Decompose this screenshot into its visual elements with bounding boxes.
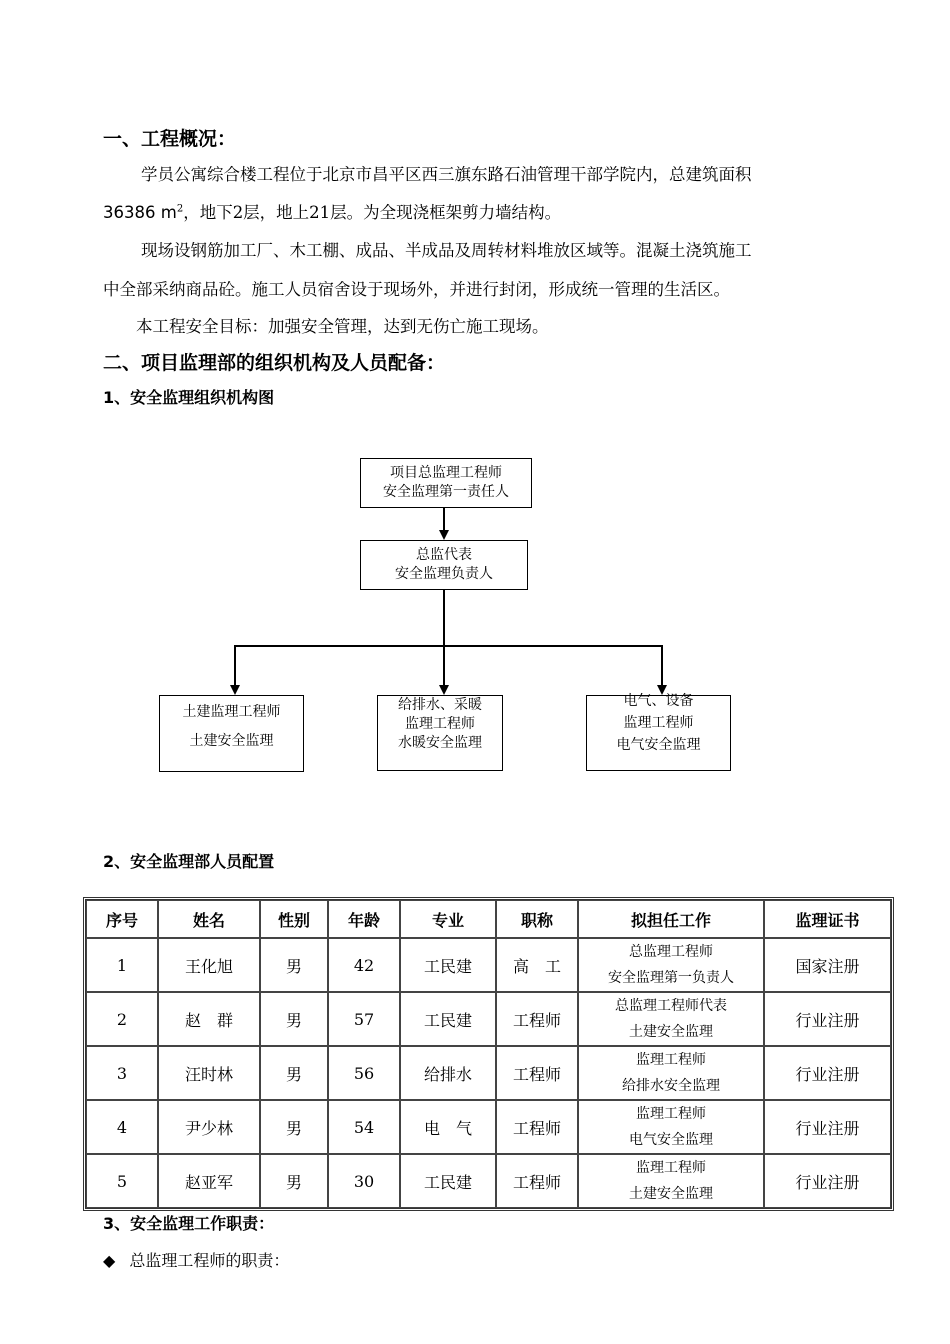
subheading-org-chart: 1、安全监理组织机构图 <box>103 388 275 407</box>
table-row <box>86 1046 891 1100</box>
col-header: 姓名 <box>158 900 260 938</box>
section2-heading: 二、项目监理部的组织机构及人员配备： <box>103 352 446 374</box>
duty-line1: 监理工程师 <box>636 1106 706 1122</box>
cell-gender: 男 <box>260 1100 328 1154</box>
table-row <box>86 1100 891 1154</box>
cell-age: 42 <box>328 938 400 992</box>
cell-gender: 男 <box>260 938 328 992</box>
para2-line2: 中全部采纳商品砼。施工人员宿舍设于现场外，并进行封闭，形成统一管理的生活区。 <box>103 280 730 299</box>
connector <box>443 590 445 646</box>
org-deputy-line2: 安全监理负责人 <box>395 566 493 582</box>
cell-cert: 国家注册 <box>764 938 891 992</box>
cell-age: 56 <box>328 1046 400 1100</box>
connector <box>443 508 445 530</box>
diamond-bullet-icon: ◆ <box>103 1251 116 1270</box>
para2-line1: 现场设钢筋加工厂、木工棚、成品、半成品及周转材料堆放区域等。混凝土浇筑施工 <box>141 241 752 260</box>
col-header: 年龄 <box>328 900 400 938</box>
col-header: 职称 <box>496 900 578 938</box>
cell-title: 工程师 <box>496 1046 578 1100</box>
para1-line1: 学员公寓综合楼工程位于北京市昌平区西三旗东路石油管理干部学院内，总建筑面积 <box>141 165 752 184</box>
org-box-electrical <box>586 695 731 771</box>
org-electrical-line1: 电气、设备 <box>623 693 694 709</box>
para1-line2 <box>103 199 561 223</box>
duty-line2: 土建安全监理 <box>629 1024 713 1040</box>
cell-name: 赵 群 <box>158 992 260 1046</box>
para1-line2-rest: ，地下2层，地上21层。为全现浇框架剪力墙结构。 <box>183 203 562 222</box>
arrow-down <box>439 530 449 540</box>
duty-line2: 土建安全监理 <box>629 1186 713 1202</box>
bullet-text: 总监理工程师的职责： <box>129 1251 290 1270</box>
table-row <box>86 1154 891 1208</box>
col-header: 监理证书 <box>764 900 891 938</box>
col-header: 性别 <box>260 900 328 938</box>
cell-duty <box>578 1046 764 1100</box>
cell-title: 工程师 <box>496 992 578 1046</box>
org-plumbing-line2: 监理工程师 <box>405 716 475 732</box>
para3: 本工程安全目标：加强安全管理，达到无伤亡施工现场。 <box>136 317 549 336</box>
duty-line1: 监理工程师 <box>636 1160 706 1176</box>
cell-duty <box>578 1154 764 1208</box>
section1-heading: 一、工程概况： <box>103 128 237 150</box>
cell-age: 57 <box>328 992 400 1046</box>
arrow-down <box>439 685 449 695</box>
area-unit-sup: 2 <box>176 203 184 215</box>
connector <box>234 645 236 685</box>
cell-cert: 行业注册 <box>764 1046 891 1100</box>
col-header: 拟担任工作 <box>578 900 764 938</box>
table-row <box>86 938 891 992</box>
subheading-staff: 2、安全监理部人员配置 <box>103 852 275 871</box>
cell-duty <box>578 938 764 992</box>
arrow-down <box>230 685 240 695</box>
cell-title: 工程师 <box>496 1100 578 1154</box>
area-value: 36386 m <box>103 203 177 222</box>
cell-no: 5 <box>86 1154 158 1208</box>
cell-major: 工民建 <box>400 992 496 1046</box>
org-chief-line1: 项目总监理工程师 <box>390 465 502 481</box>
duty-line1: 总监理工程师 <box>629 944 713 960</box>
cell-no: 1 <box>86 938 158 992</box>
org-chief-line2: 安全监理第一责任人 <box>383 484 509 500</box>
org-box-deputy <box>360 540 528 590</box>
org-box-chief <box>360 458 532 508</box>
cell-major: 工民建 <box>400 1154 496 1208</box>
connector <box>443 645 445 685</box>
cell-age: 54 <box>328 1100 400 1154</box>
table-header-row <box>86 900 891 938</box>
col-header: 专业 <box>400 900 496 938</box>
duty-line2: 给排水安全监理 <box>622 1078 720 1094</box>
cell-name: 王化旭 <box>158 938 260 992</box>
org-plumbing-line1: 给排水、采暖 <box>398 697 482 713</box>
org-electrical-line3: 电气安全监理 <box>616 737 701 753</box>
org-box-civil <box>159 695 304 772</box>
duty-line1: 总监理工程师代表 <box>615 998 727 1014</box>
cell-cert: 行业注册 <box>764 1100 891 1154</box>
cell-age: 30 <box>328 1154 400 1208</box>
cell-duty <box>578 1100 764 1154</box>
subheading-duties: 3、安全监理工作职责： <box>103 1214 275 1233</box>
cell-name: 赵亚军 <box>158 1154 260 1208</box>
org-deputy-line1: 总监代表 <box>416 547 472 563</box>
connector <box>661 645 663 685</box>
table-row <box>86 992 891 1046</box>
col-header: 序号 <box>86 900 158 938</box>
cell-no: 2 <box>86 992 158 1046</box>
org-civil-line2: 土建安全监理 <box>189 733 274 749</box>
cell-duty <box>578 992 764 1046</box>
staff-table <box>83 897 894 1211</box>
bullet-item <box>103 1248 289 1271</box>
cell-name: 尹少林 <box>158 1100 260 1154</box>
cell-major: 给排水 <box>400 1046 496 1100</box>
cell-cert: 行业注册 <box>764 1154 891 1208</box>
org-electrical-line2: 监理工程师 <box>623 715 694 731</box>
cell-cert: 行业注册 <box>764 992 891 1046</box>
duty-line1: 监理工程师 <box>636 1052 706 1068</box>
cell-gender: 男 <box>260 1154 328 1208</box>
duty-line2: 电气安全监理 <box>629 1132 713 1148</box>
cell-no: 4 <box>86 1100 158 1154</box>
cell-major: 工民建 <box>400 938 496 992</box>
duty-line2: 安全监理第一负责人 <box>608 970 734 986</box>
org-box-plumbing <box>377 695 503 771</box>
cell-name: 汪时林 <box>158 1046 260 1100</box>
cell-gender: 男 <box>260 992 328 1046</box>
org-plumbing-line3: 水暖安全监理 <box>398 735 482 751</box>
connector <box>234 645 662 647</box>
cell-no: 3 <box>86 1046 158 1100</box>
org-civil-line1: 土建监理工程师 <box>182 704 281 720</box>
cell-major: 电 气 <box>400 1100 496 1154</box>
cell-title: 工程师 <box>496 1154 578 1208</box>
cell-gender: 男 <box>260 1046 328 1100</box>
cell-title: 高 工 <box>496 938 578 992</box>
